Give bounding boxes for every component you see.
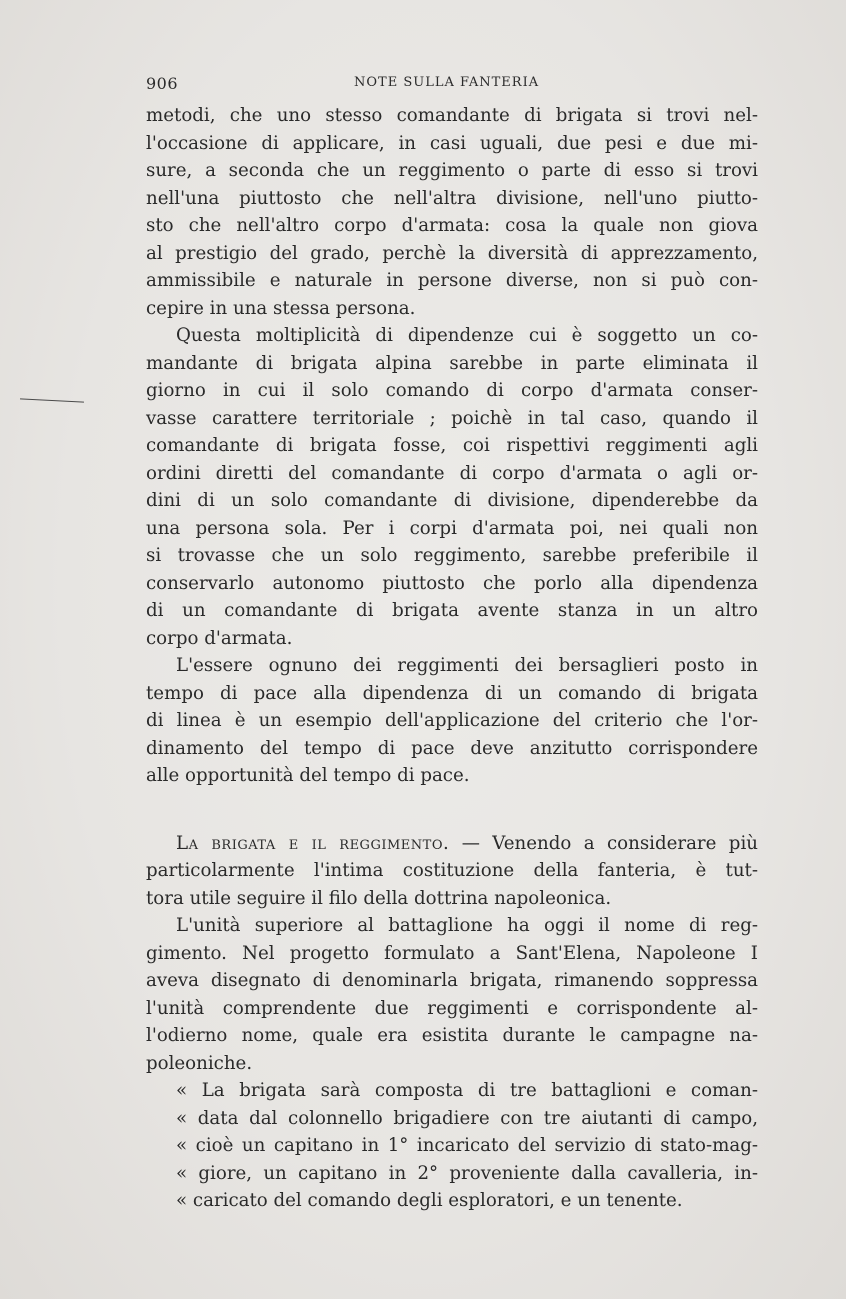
- text-line: aveva disegnato di denominarla brigata, rimanendo soppressa: [146, 970, 758, 991]
- text-line: ammissibile e naturale in persone diverse, non si può con-: [146, 270, 758, 291]
- section-heading: La brigata e il reggimento.: [176, 832, 450, 854]
- text-line: metodi, che uno stesso comandante di brigata si trovi nel-: [146, 105, 758, 126]
- quote-line: « data dal colonnello brigadiere con tre aiutanti di campo,: [176, 1107, 758, 1129]
- text-line: al prestigio del grado, perchè la diversità di apprezzamento,: [146, 242, 758, 264]
- text-line: cepire in una stessa persona.: [146, 297, 416, 319]
- text-line: tora utile seguire il filo della dottrina napoleonica.: [146, 887, 612, 909]
- quote-line: « caricato del comando degli esploratori, e un tenente.: [176, 1190, 683, 1211]
- text-line: di linea è un esempio dell'applicazione del criterio che l'or-: [146, 710, 758, 731]
- text-line: L'unità superiore al battaglione ha oggi il nome di reg-: [176, 915, 758, 936]
- text-line: nell'una piuttosto che nell'altra divisione, nell'uno piutto-: [146, 187, 758, 209]
- text-line: tempo di pace alla dipendenza di un comando di brigata: [146, 682, 758, 704]
- body-text: [146, 102, 758, 1215]
- text-line: L'essere ognuno dei reggimenti dei bersaglieri posto in: [176, 655, 758, 676]
- text-line: comandante di brigata fosse, coi rispettivi reggimenti agli: [146, 435, 758, 456]
- text-line: conservarlo autonomo piuttosto che porlo alla dipendenza: [146, 572, 758, 594]
- text-line: dini di un solo comandante di divisione, dipenderebbe da: [146, 490, 758, 511]
- text-line: dinamento del tempo di pace deve anzitutto corrispondere: [146, 737, 758, 759]
- section-spacer: [146, 790, 758, 830]
- section-first-line: [146, 830, 758, 858]
- margin-pencil-mark: [20, 398, 84, 402]
- text-line: si trovasse che un solo reggimento, sarebbe preferibile il: [146, 545, 758, 566]
- text-line: poleoniche.: [146, 1052, 253, 1074]
- page-number: 906: [146, 74, 179, 93]
- text-line: particolarmente l'intima costituzione della fanteria, è tut-: [146, 860, 758, 881]
- text-line: sto che nell'altro corpo d'armata: cosa la quale non giova: [146, 215, 758, 236]
- text-line: mandante di brigata alpina sarebbe in parte eliminata il: [146, 352, 758, 374]
- text-line: di un comandante di brigata avente stanza in un altro: [146, 600, 758, 621]
- quote-line: « La brigata sarà composta di tre battaglioni e coman-: [176, 1080, 758, 1101]
- text-line: alle opportunità del tempo di pace.: [146, 765, 470, 786]
- text-line: ordini diretti del comandante di corpo d'armata o agli or-: [146, 462, 758, 484]
- section-lead-text: — Venendo a considerare più: [461, 832, 758, 854]
- text-line: giorno in cui il solo comando di corpo d'armata conser-: [146, 380, 758, 401]
- running-title: NOTE SULLA FANTERIA: [354, 75, 540, 90]
- text-line: Questa moltiplicità di dipendenze cui è soggetto un co-: [176, 325, 758, 346]
- text-line: corpo d'armata.: [146, 627, 293, 649]
- text-line: l'odierno nome, quale era esistita durante le campagne na-: [146, 1025, 758, 1046]
- text-line: gimento. Nel progetto formulato a Sant'Elena, Napoleone I: [146, 942, 758, 964]
- text-line: l'unità comprendente due reggimenti e corrispondente al-: [146, 997, 758, 1019]
- text-line: una persona sola. Per i corpi d'armata poi, nei quali non: [146, 517, 758, 539]
- text-line: vasse carattere territoriale ; poichè in tal caso, quando il: [146, 407, 758, 429]
- quote-line: « cioè un capitano in 1° incaricato del servizio di stato-mag-: [176, 1135, 758, 1156]
- running-head: [146, 74, 766, 98]
- text-line: l'occasione di applicare, in casi uguali, due pesi e due mi-: [146, 132, 758, 154]
- quote-line: « giore, un capitano in 2° proveniente dalla cavalleria, in-: [176, 1162, 758, 1184]
- text-line: sure, a seconda che un reggimento o parte di esso si trovi: [146, 160, 758, 181]
